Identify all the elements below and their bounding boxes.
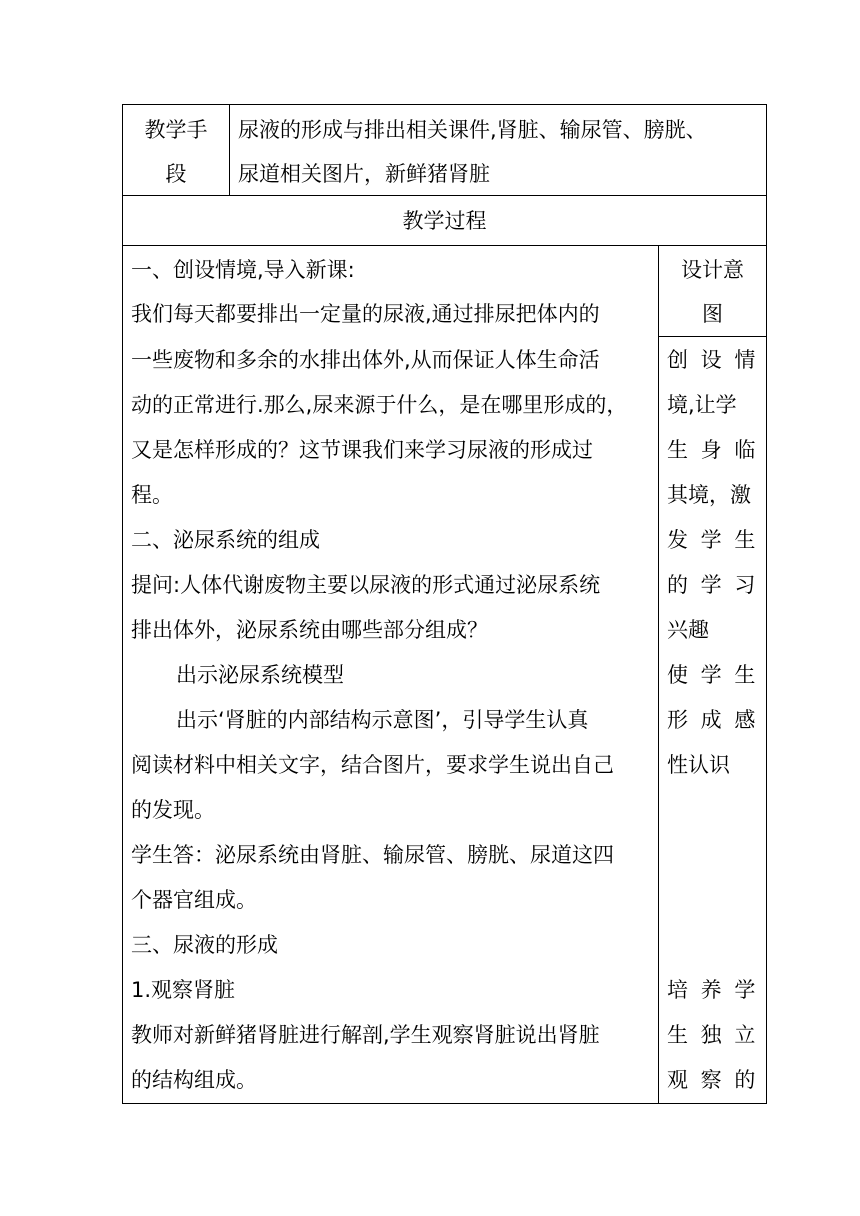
main-line: 出示‘肾脏的内部结构示意图’，引导学生认真 [176,708,589,732]
section-heading: 二、泌尿系统的组成 [131,528,320,552]
intent-line: 形 成 感 [667,708,756,732]
main-line: 教师对新鲜猪肾脏进行解剖,学生观察肾脏说出肾脏 [131,1023,600,1047]
main-line: 程。 [131,483,173,507]
intent-line: 兴趣 [667,618,709,642]
main-line: 的发现。 [131,798,215,822]
main-line: 提问:人体代谢废物主要以尿液的形式通过泌尿系统 [131,573,601,597]
main-line: 排出体外，泌尿系统由哪些部分组成？ [131,618,488,642]
main-line: 一些废物和多余的水排出体外,从而保证人体生命活 [131,348,600,372]
design-intent-header-line2: 图 [702,302,723,326]
teaching-means-label-line2: 段 [165,162,187,186]
main-line: 个器官组成。 [131,888,257,912]
intent-line: 观 察 的 [667,1068,756,1092]
main-line: 阅读材料中相关文字，结合图片，要求学生说出自己 [131,753,614,777]
main-line: 又是怎样形成的？这节课我们来学习尿液的形成过 [131,438,593,462]
main-line: 一、创设情境,导入新课: [131,258,355,282]
process-heading: 教学过程 [402,209,487,233]
main-line: 我们每天都要排出一定量的尿液,通过排尿把体内的 [131,302,600,326]
intent-line: 生 身 临 [667,438,756,462]
main-line: 的结构组成。 [131,1068,257,1092]
intent-line: 的 学 习 [667,573,756,597]
intent-line: 使 学 生 [667,663,756,687]
intent-line: 境,让学 [667,393,737,417]
teaching-means-label-line1: 教学手 [144,118,208,142]
intent-line: 生 独 立 [667,1023,756,1047]
main-line: 动的正常进行.那么,尿来源于什么，是在哪里形成的， [131,393,628,417]
section-heading: 三、尿液的形成 [131,933,278,957]
design-intent-header-line1: 设计意 [681,258,744,282]
main-line: 学生答：泌尿系统由肾脏、输尿管、膀胱、尿道这四 [131,843,614,867]
intent-line: 发 学 生 [667,528,756,552]
main-line: 出示泌尿系统模型 [176,663,344,687]
intent-line: 创 设 情 [667,348,756,372]
main-line: 1.观察肾脏 [131,978,236,1002]
teaching-means-content-line1: 尿液的形成与排出相关课件,肾脏、输尿管、膀胱、 [238,118,707,142]
teaching-means-content-line2: 尿道相关图片，新鲜猪肾脏 [238,162,490,186]
intent-line: 性认识 [667,753,730,777]
intent-line: 培 养 学 [667,978,756,1002]
intent-line: 其境，激 [667,483,751,507]
